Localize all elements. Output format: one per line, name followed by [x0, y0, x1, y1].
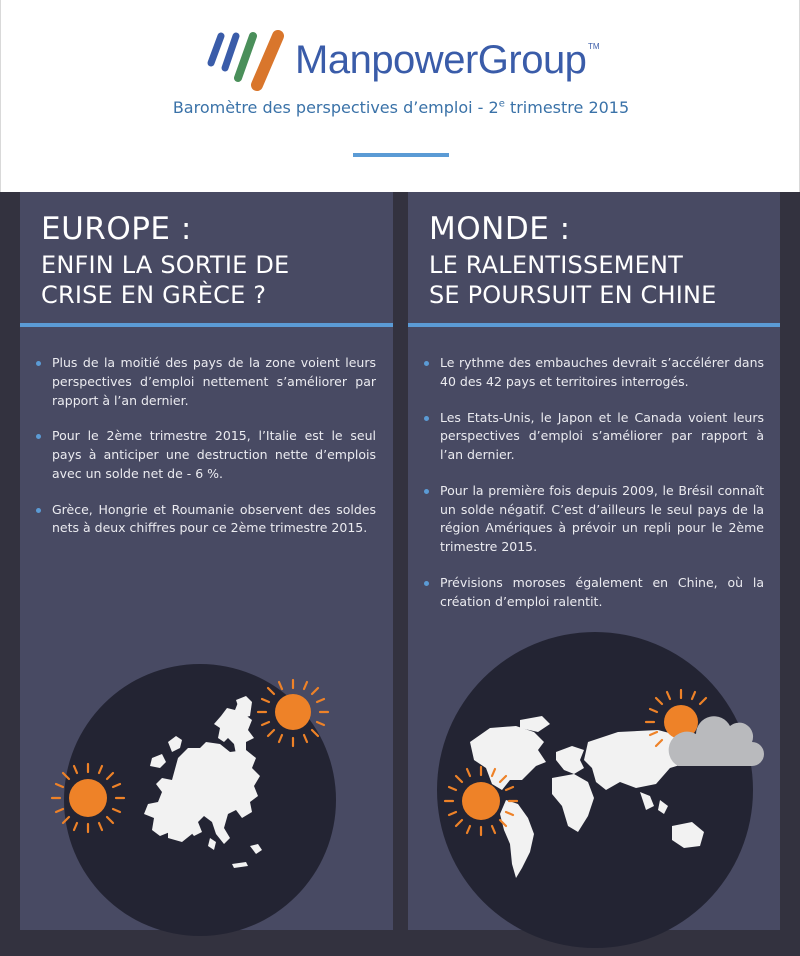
page-subtitle: Baromètre des perspectives d’emploi - 2e trimestre 2015	[172, 98, 630, 117]
brand-name: ManpowerGroup	[295, 38, 587, 82]
list-item: Prévisions moroses également en Chine, où la création d’emploi ralentit.	[422, 574, 764, 612]
bullet-icon	[36, 434, 41, 439]
world-divider	[408, 323, 780, 327]
world-heading	[429, 211, 717, 310]
bullet-icon	[36, 508, 41, 513]
world-title: MONDE :	[429, 211, 571, 247]
list-item: Grèce, Hongrie et Roumanie observent des soldes nets à deux chiffres pour ce 2ème trimestre 2015.	[34, 501, 376, 539]
manpowergroup-logo	[203, 30, 623, 92]
list-item: Pour la première fois depuis 2009, le Brésil connaît un solde négatif. C’est d’ailleurs le seul pays de la région Amériques à prévoir un repli pour le 2ème trimestre 2015.	[422, 482, 764, 557]
world-subtitle-line1: LE RALENTISSEMENT	[429, 251, 684, 279]
europe-heading	[41, 211, 290, 310]
list-item: Plus de la moitié des pays de la zone voient leurs perspectives d’emploi nettement s’améliorer par rapport à l’an dernier.	[34, 354, 376, 410]
list-item: Le rythme des embauches devrait s’accélérer dans 40 des 42 pays et territoires interrogés.	[422, 354, 764, 392]
europe-subtitle-line2: CRISE EN GRÈCE ?	[41, 281, 267, 309]
trademark: TM	[588, 42, 600, 51]
world-subtitle-line2: SE POURSUIT EN CHINE	[429, 281, 717, 309]
bullet-icon	[424, 361, 429, 366]
europe-globe	[64, 664, 336, 936]
header-divider	[353, 153, 449, 157]
world-globe	[437, 632, 753, 948]
europe-title: EUROPE :	[41, 211, 192, 247]
manpower-logo-mark-icon	[203, 30, 289, 92]
bullet-icon	[36, 361, 41, 366]
europe-subtitle-line1: ENFIN LA SORTIE DE	[41, 251, 290, 279]
list-item: Pour le 2ème trimestre 2015, l’Italie est le seul pays à anticiper une destruction nette d’emplois avec un solde net de - 6 %.	[34, 427, 376, 483]
bullet-icon	[424, 489, 429, 494]
europe-divider	[20, 323, 393, 327]
bullet-icon	[424, 416, 429, 421]
europe-bullet-list	[34, 354, 376, 555]
world-bullet-list	[422, 354, 764, 628]
header	[0, 0, 800, 192]
list-item: Les Etats-Unis, le Japon et le Canada voient leurs perspectives d’emploi s’améliorer par rapport à l’an dernier.	[422, 409, 764, 465]
bullet-icon	[424, 581, 429, 586]
